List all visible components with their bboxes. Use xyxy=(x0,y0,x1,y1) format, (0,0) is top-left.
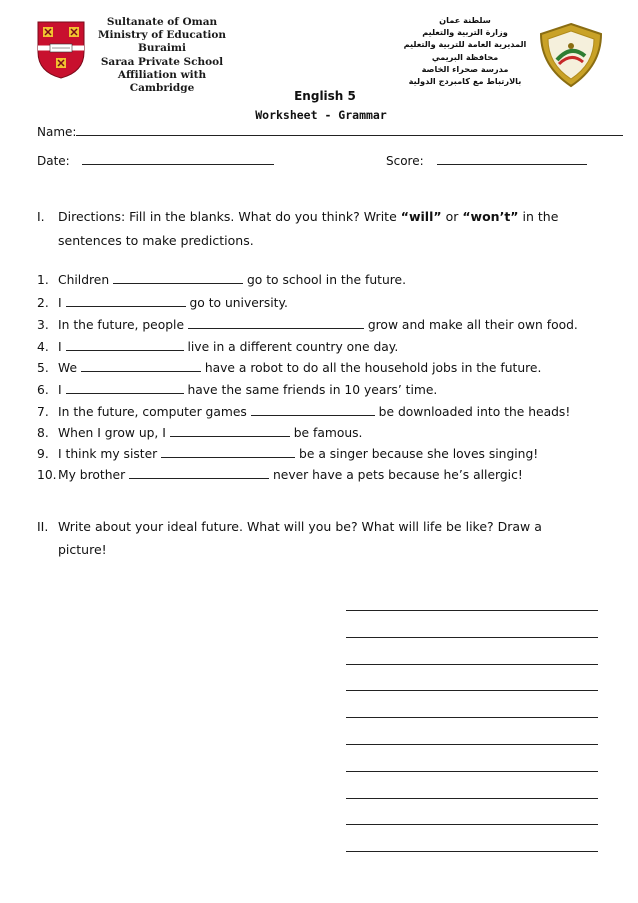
name-label: Name: xyxy=(37,125,77,139)
question-row xyxy=(37,296,288,310)
directions-or: or xyxy=(441,209,463,224)
question-text-after: never have a pets because he’s allergic! xyxy=(269,468,523,482)
arabic-line: وزارة التربية والتعليم xyxy=(422,27,508,38)
question-number: 10. xyxy=(37,468,57,482)
arabic-line: بالارتباط مع كامبردج الدولية xyxy=(408,76,522,87)
question-text-after: live in a different country one day. xyxy=(183,340,399,354)
directions-text-end: in the xyxy=(518,209,559,224)
word-wont: “won’t” xyxy=(462,209,519,224)
writing-line[interactable] xyxy=(346,851,598,852)
writing-line[interactable] xyxy=(346,690,598,691)
arabic-header xyxy=(395,12,610,87)
question-text-after: go to school in the future. xyxy=(243,273,407,287)
answer-blank[interactable] xyxy=(66,340,184,351)
question-row xyxy=(37,426,362,440)
arabic-name-block xyxy=(395,14,535,87)
answer-blank[interactable] xyxy=(66,383,184,394)
answer-blank[interactable] xyxy=(251,405,375,416)
section-1-directions xyxy=(37,209,558,224)
question-number: 1. xyxy=(37,273,49,287)
writing-line[interactable] xyxy=(346,637,598,638)
question-text-before: I xyxy=(58,340,66,354)
school-emblem-icon xyxy=(537,22,605,88)
section-2-directions xyxy=(37,519,542,534)
question-text-before: In the future, people xyxy=(58,318,188,332)
school-line: Sultanate of Oman xyxy=(106,16,218,28)
question-text-after: be a singer because she loves singing! xyxy=(295,447,539,461)
question-text-before: When I grow up, I xyxy=(58,426,170,440)
arabic-line: سلطنة عمان xyxy=(439,15,491,25)
question-number: 6. xyxy=(37,383,49,397)
date-field xyxy=(37,154,274,168)
question-row xyxy=(37,340,398,354)
arabic-line: مدرسة صحراء الخاصة xyxy=(421,63,509,74)
question-row xyxy=(37,405,570,419)
word-will: “will” xyxy=(400,209,442,224)
answer-blank[interactable] xyxy=(129,468,269,479)
subject-title: English 5 xyxy=(294,89,356,103)
writing-line[interactable] xyxy=(346,717,598,718)
answer-blank[interactable] xyxy=(188,318,364,329)
name-blank[interactable] xyxy=(76,125,623,136)
writing-line[interactable] xyxy=(346,771,598,772)
question-row xyxy=(37,468,523,482)
school-name-block xyxy=(92,16,232,95)
school-line: Affiliation with Cambridge xyxy=(117,68,207,95)
question-row xyxy=(37,361,541,375)
section-1-directions-cont: sentences to make predictions. xyxy=(58,233,254,248)
section-2-text-cont: picture! xyxy=(58,542,107,557)
writing-line[interactable] xyxy=(346,610,598,611)
question-number: 8. xyxy=(37,426,49,440)
date-blank[interactable] xyxy=(82,154,274,165)
question-text-before: We xyxy=(58,361,81,375)
writing-line[interactable] xyxy=(346,664,598,665)
question-text-after: grow and make all their own food. xyxy=(363,318,578,332)
section-numeral: II. xyxy=(37,519,49,534)
answer-blank[interactable] xyxy=(113,273,243,284)
score-field xyxy=(386,154,587,168)
score-label: Score: xyxy=(386,154,424,168)
question-text-after: have a robot to do all the household jobs in the future. xyxy=(200,361,542,375)
question-row xyxy=(37,447,538,461)
question-text-before: Children xyxy=(58,273,114,287)
date-label: Date: xyxy=(37,154,70,168)
name-field xyxy=(37,125,623,139)
question-text-before: In the future, computer games xyxy=(58,405,251,419)
question-number: 7. xyxy=(37,405,49,419)
answer-blank[interactable] xyxy=(161,447,295,458)
school-line: Saraa Private School xyxy=(100,55,224,68)
answer-blank[interactable] xyxy=(170,426,290,437)
question-text-after: have the same friends in 10 years’ time. xyxy=(183,383,438,397)
school-header xyxy=(36,14,227,95)
question-number: 3. xyxy=(37,318,49,332)
question-number: 2. xyxy=(37,296,49,310)
answer-blank[interactable] xyxy=(66,296,186,307)
question-number: 9. xyxy=(37,447,49,461)
question-text-before: I xyxy=(58,383,66,397)
question-text-after: be downloaded into the heads! xyxy=(374,405,571,419)
school-line: Buraimi xyxy=(138,42,186,55)
question-row xyxy=(37,318,578,332)
worksheet-title: Worksheet - Grammar xyxy=(255,108,387,122)
directions-text: Directions: Fill in the blanks. What do you think? Write xyxy=(58,209,401,224)
section-numeral: I. xyxy=(37,209,45,224)
question-number: 5. xyxy=(37,361,49,375)
writing-line[interactable] xyxy=(346,744,598,745)
cambridge-crest-icon xyxy=(36,20,86,80)
question-text-before: I xyxy=(58,296,66,310)
question-text-after: be famous. xyxy=(289,426,363,440)
question-number: 4. xyxy=(37,340,49,354)
school-line: Ministry of Education xyxy=(97,29,227,42)
score-blank[interactable] xyxy=(437,154,587,165)
arabic-line: محافظة البريمي xyxy=(431,51,499,62)
question-text-after: go to university. xyxy=(185,296,288,310)
arabic-line: المديرية العامة للتربية والتعليم xyxy=(403,39,527,50)
question-text-before: My brother xyxy=(58,468,130,482)
section-2-text: Write about your ideal future. What will you be? What will life be like? Draw a xyxy=(58,519,542,534)
answer-blank[interactable] xyxy=(81,361,201,372)
question-row xyxy=(37,273,406,287)
writing-line[interactable] xyxy=(346,824,598,825)
question-text-before: I think my sister xyxy=(58,447,162,461)
question-row xyxy=(37,383,437,397)
writing-line[interactable] xyxy=(346,798,598,799)
